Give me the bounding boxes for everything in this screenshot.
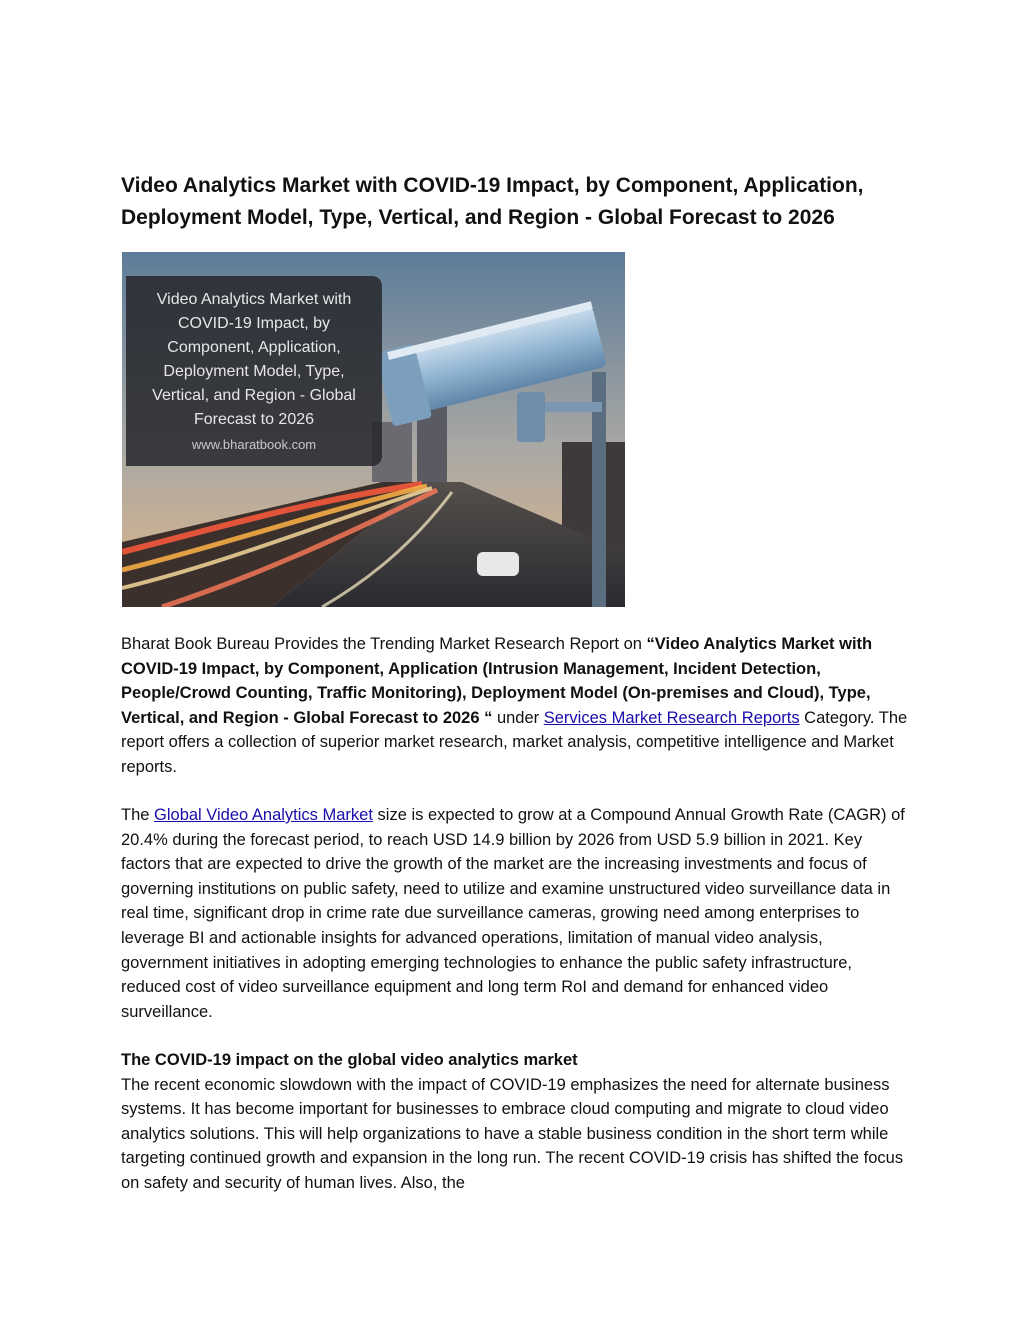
camera-mount [517,392,545,442]
report-name: “Video Analytics Market with COVID-19 Impact, by Component, Application (Intrusion Management, Incident Detection, People/Crowd Counting, Traffic Monitoring), Deployment Model (On-premises and Cloud), Type, Vertical, and Region - Global Forecast to 2026 “ [121,635,873,727]
intro-tail: Category. The report offers a collection of superior market research, market analysis, competitive intelligence and Market reports. [121,708,908,776]
covid-heading: The COVID-19 impact on the global video analytics market [121,1051,578,1069]
document-title: Video Analytics Market with COVID-19 Impact, by Component, Application, Deployment Model, Type, Vertical, and Region - Global Forecast to 2026 [121,174,864,229]
intro-lead: Bharat Book Bureau Provides the Trending Market Research Report on [121,635,647,653]
hero-image [122,252,625,607]
market-paragraph [121,803,911,1024]
global-video-analytics-market-link[interactable]: Global Video Analytics Market [154,806,373,824]
services-market-research-reports-link[interactable]: Services Market Research Reports [543,708,800,727]
hero-caption-box [126,276,382,466]
intro-paragraph [121,632,911,780]
market-body: size is expected to grow at a Compound Annual Growth Rate (CAGR) of 20.4% during the forecast period, to reach USD 14.9 billion by 2026 from USD 5.9 billion in 2021. Key factors that are expected to drive the growth of the market are the increasing investments and focus of governing institutions on public safety, need to utilize and examine unstructured video surveillance data in real time, significant drop in crime rate due surveillance cameras, growing need among enterprises to leverage BI and actionable insights for advanced operations, limitation of manual video analysis, government initiatives in adopting emerging technologies to enhance the public safety infrastructure, reduced cost of video surveillance equipment and long term RoI and demand for enhanced video surveillance. [121,806,905,1021]
hero-caption-site: www.bharatbook.com [191,437,317,452]
intro-under: under [492,708,544,727]
market-lead: The [121,806,155,824]
covid-body: The recent economic slowdown with the impact of COVID-19 emphasizes the need for alternate business systems. It has become important for businesses to embrace cloud computing and migrate to cloud video analytics solutions. This will help organizations to have a stable business condition in the short term while targeting continued growth and expansion in the long run. The recent COVID-19 crisis has shifted the focus on safety and security of human lives. Also, the [121,1075,904,1192]
hero-caption-text: Video Analytics Market with COVID-19 Impact, by Component, Application, Deployment Model, Type, Vertical, and Region - Global Forecast to 2026 [152,291,356,428]
covid-section [121,1048,911,1196]
car [477,552,519,576]
